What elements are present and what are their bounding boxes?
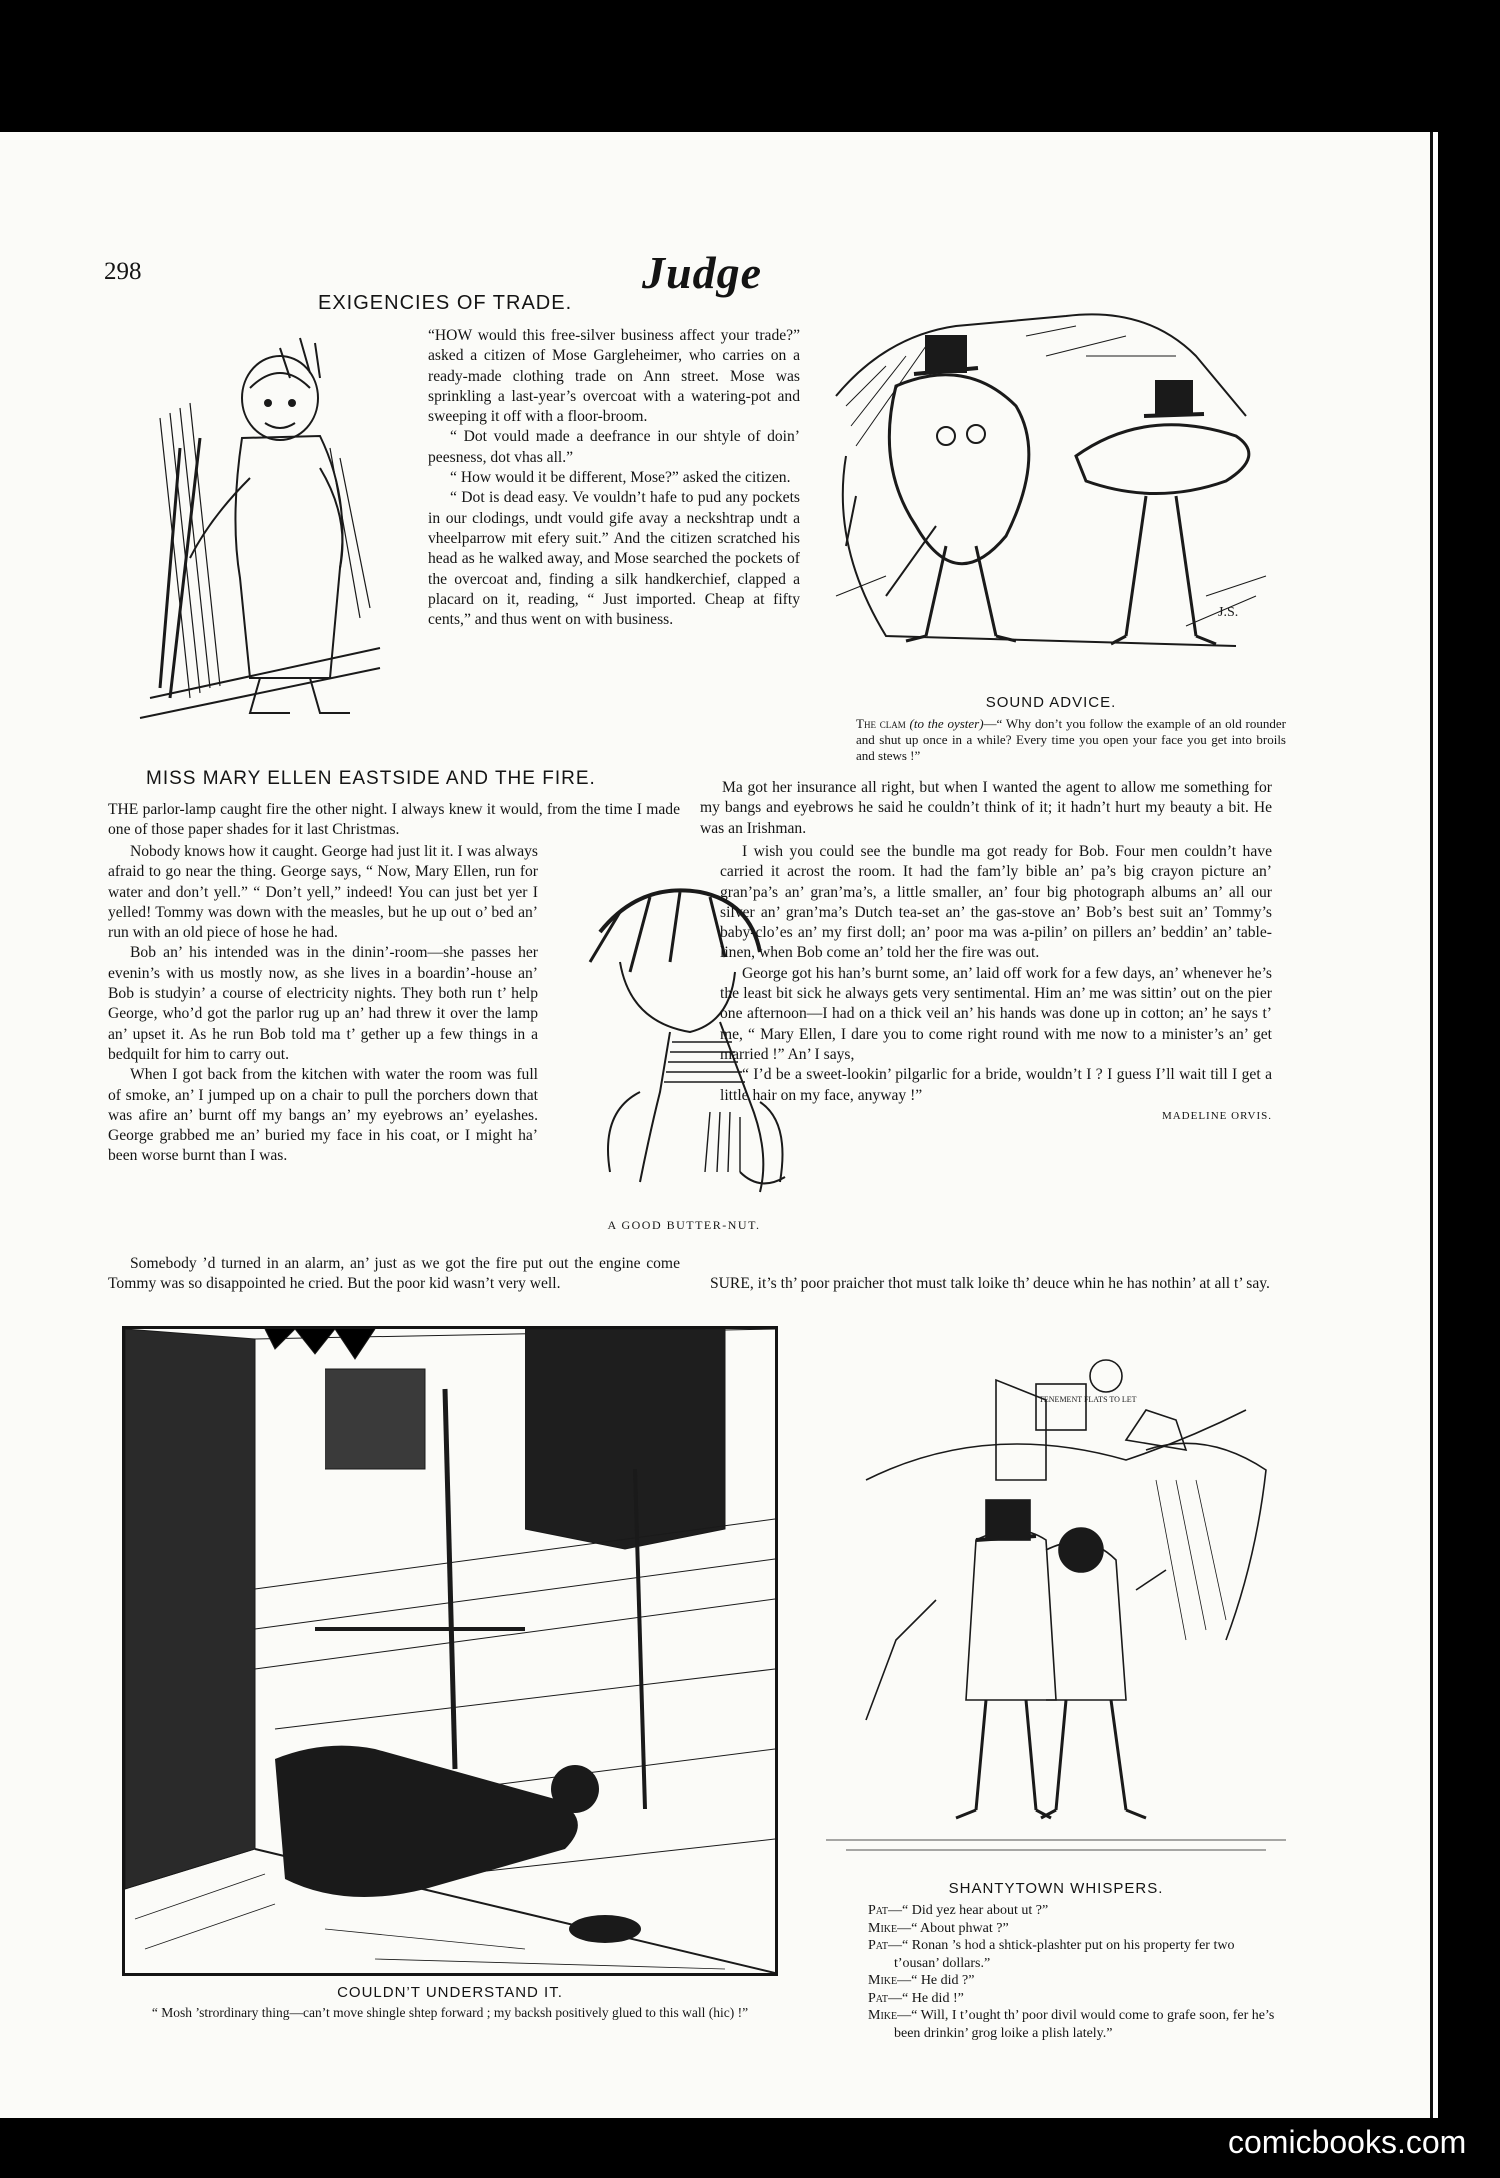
masthead-logo: Judge xyxy=(642,247,762,298)
drunk-wall-drawing xyxy=(125,1329,775,1973)
story-paragraph: “ I’d be a sweet-lookin’ pilgarlic for a bride, wouldn’t I ? I guess I’ll wait till I get a little hair on my face, anyway !” xyxy=(720,1066,1272,1104)
exigencies-title: EXIGENCIES OF TRADE. xyxy=(318,292,573,314)
story-paragraph: I wish you could see the bundle ma got ready for Bob. Four men couldn’t have carried it acrost the room. It had the fam’ly bible an’ pa’s big crayon picture an’ gran’pa’s an’ gran’ma’s, a little smaller, an’ four big photograph albums an’ all our silver an’ gran’ma’s Dutch tea-set an’ the gas-stove an’ Bob’s best suit an’ Tommy’s baby-clo’es an’ my first doll; an’ poor ma was a-pilin’ on pillers an’ beddin’ an’ table-linen, when Bob come an’ told her the fire was out. xyxy=(720,843,1272,962)
couldnt-understand-caption: “ Mosh ’strordinary thing—can’t move shingle shtep forward ; my backsh positively glued to this wall (hic) !” xyxy=(151,2005,749,2020)
miss-mary-left-column xyxy=(108,842,538,1167)
miss-mary-title: MISS MARY ELLEN EASTSIDE AND THE FIRE. xyxy=(146,768,596,789)
caption-quote: —“ Why don’t you follow the example of an old rounder and shut up once in a while? Every time you open your face you get into broils and stews !” xyxy=(856,716,1286,763)
dialogue-text: —“ He did !” xyxy=(888,1990,964,2006)
exigencies-paragraph: “ How would it be different, Mose?” asked the citizen. xyxy=(450,469,791,487)
exigencies-paragraph: “ Dot is dead easy. Ve vouldn’t hafe to pud any pockets in our clodings, undt vould gife avay a neckshtrap undt a vheelparrow mit efery suit.” And the citizen scratched his head as he walked away, and Mose searched the pockets of the overcoat and, finding a silk handkerchief, clapped a placard on it, reading, “ Just imported. Cheap at fifty cents,” and thus went on with business. xyxy=(428,489,800,629)
dialogue-line xyxy=(868,1972,1282,1990)
caption-speaker: The clam xyxy=(856,716,906,731)
illustrator-signature: J.S. xyxy=(1218,605,1239,620)
page-number: 298 xyxy=(104,258,142,285)
story-paragraph: George got his han’s burnt some, an’ laid off work for a few days, an’ whenever he’s the least bit sick he always gets very sentimental. Him an’ me was sittin’ out on the pier one afternoon—I had on a thick veil an’ his hands was done up in cotton; an’ he says t’ me, “ Mary Ellen, I dare you to come right round with me now to a minister’s an’ get married !” An’ I says, xyxy=(720,964,1272,1063)
miss-mary-intro xyxy=(108,800,680,841)
dialogue-speaker: Mike xyxy=(868,2008,898,2023)
miss-mary-bottom xyxy=(108,1254,680,1295)
merchant-drawing xyxy=(130,318,392,728)
shantytown-title: SHANTYTOWN WHISPERS. xyxy=(948,1880,1164,1897)
dialogue-text: —“ Will, I t’ought th’ poor divil would come to grafe soon, fer he’s been drinkin’ grog loike a plish lately.” xyxy=(894,2008,1275,2041)
dialogue-speaker: Pat xyxy=(868,1903,889,1918)
story-paragraph: Nobody knows how it caught. George had just lit it. I was always afraid to go near the thing. George says, “ Now, Mary Ellen, run for water and don’t yell.” “ Don’t yell,” indeed! You can just bet yer I yelled! Tommy was down with the measles, but he up out o’ bed an’ run with an old piece of hose he had. xyxy=(108,843,538,942)
exigencies-column xyxy=(428,326,800,630)
sure-joke xyxy=(710,1274,1276,1294)
caption-direction: (to the oyster) xyxy=(909,716,984,731)
sound-advice-title: SOUND ADVICE. xyxy=(985,694,1117,711)
shantytown-dialogue xyxy=(842,1902,1282,2042)
dialogue-speaker: Mike xyxy=(868,1973,898,1988)
sound-advice-caption xyxy=(856,716,1286,764)
miss-mary-right-top xyxy=(700,778,1272,839)
dialogue-line xyxy=(868,1902,1282,1920)
clam-oyster-drawing xyxy=(826,296,1276,686)
dialogue-text: —“ Did yez hear about ut ?” xyxy=(888,1903,1049,1918)
sure-joke-text: SURE, it’s th’ poor praicher thot must talk loike th’ deuce whin he has nothin’ at all t’ say. xyxy=(710,1275,1270,1292)
author-byline: MADELINE ORVIS. xyxy=(1161,1109,1272,1122)
dialogue-line xyxy=(868,1937,1282,1972)
dialogue-line xyxy=(868,1920,1282,1938)
story-paragraph: Bob an’ his intended was in the dinin’-room—she passes her evenin’s with us mostly now, as she lives in a boardin’-house an’ Bob is studyin’ a course of electricity nights. They both run t’ help George, who’d got the parlor rug up an’ had threw it over the lamp an’ upset it. As he run Bob told ma t’ gether up a few things in a bedquilt for him to carry out. xyxy=(108,944,538,1063)
shantytown-drawing xyxy=(826,1340,1286,1880)
miss-mary-right-column xyxy=(720,842,1272,1126)
dialogue-text: —“ About phwat ?” xyxy=(897,1920,1009,1936)
couldnt-understand-title: COULDN’T UNDERSTAND IT. xyxy=(337,1984,563,2001)
story-paragraph: Somebody ’d turned in an alarm, an’ just as we got the fire put out the engine come Tommy was so disappointed he cried. But the poor kid wasn’t very well. xyxy=(108,1255,680,1293)
scan-border-top xyxy=(0,0,1500,132)
tenement-sign: TENEMENT FLATS TO LET xyxy=(1039,1395,1137,1404)
shantytown-illustration xyxy=(826,1340,1286,1880)
dialogue-text: —“ Ronan ’s hod a shtick-plashter put on his property fer two t’ousan’ dollars.” xyxy=(888,1938,1235,1971)
dialogue-line xyxy=(868,2007,1282,2042)
site-watermark: comicbooks.com xyxy=(1228,2124,1467,2160)
story-paragraph: Ma got her insurance all right, but when I wanted the agent to allow me something for my bangs and eyebrows he said he couldn’t think of it; it hadn’t hurt my beauty a bit. He was an Irishman. xyxy=(700,779,1272,837)
scan-border-line xyxy=(1430,132,1433,2118)
scan-border-right xyxy=(1438,132,1500,2118)
story-paragraph: THE parlor-lamp caught fire the other night. I always knew it would, from the time I made one of those paper shades for it last Christmas. xyxy=(108,801,680,839)
exigencies-paragraph: “ Dot vould made a deefrance in our shtyle of doin’ peesness, dot vhas all.” xyxy=(428,428,800,466)
dialogue-line xyxy=(868,1990,1282,2008)
merchant-illustration xyxy=(130,318,392,728)
clam-oyster-illustration xyxy=(826,296,1276,686)
dialogue-text: —“ He did ?” xyxy=(897,1973,975,1988)
dialogue-speaker: Mike xyxy=(868,1920,898,1936)
story-paragraph: When I got back from the kitchen with water the room was full of smoke, an’ I jumped up on a chair to pull the porchers down that was afire an’ burnt off my bangs an’ my eyebrows an’ eyelashes. George grabbed me an’ buried my face in his coat, or I might ha’ been worse burnt than I was. xyxy=(108,1066,538,1165)
dialogue-speaker: Pat xyxy=(868,1990,889,2006)
exigencies-paragraph: “HOW would this free-silver business affect your trade?” asked a citizen of Mose Gargleheimer, who carries on a ready-made clothing trade on Ann street. Mose was sprinkling a last-year’s overcoat with a watering-pot and sweeping it off with a floor-broom. xyxy=(428,327,800,426)
butter-nut-caption: A GOOD BUTTER-NUT. xyxy=(607,1218,761,1232)
dialogue-speaker: Pat xyxy=(868,1938,889,1953)
drunk-wall-illustration xyxy=(122,1326,778,1976)
